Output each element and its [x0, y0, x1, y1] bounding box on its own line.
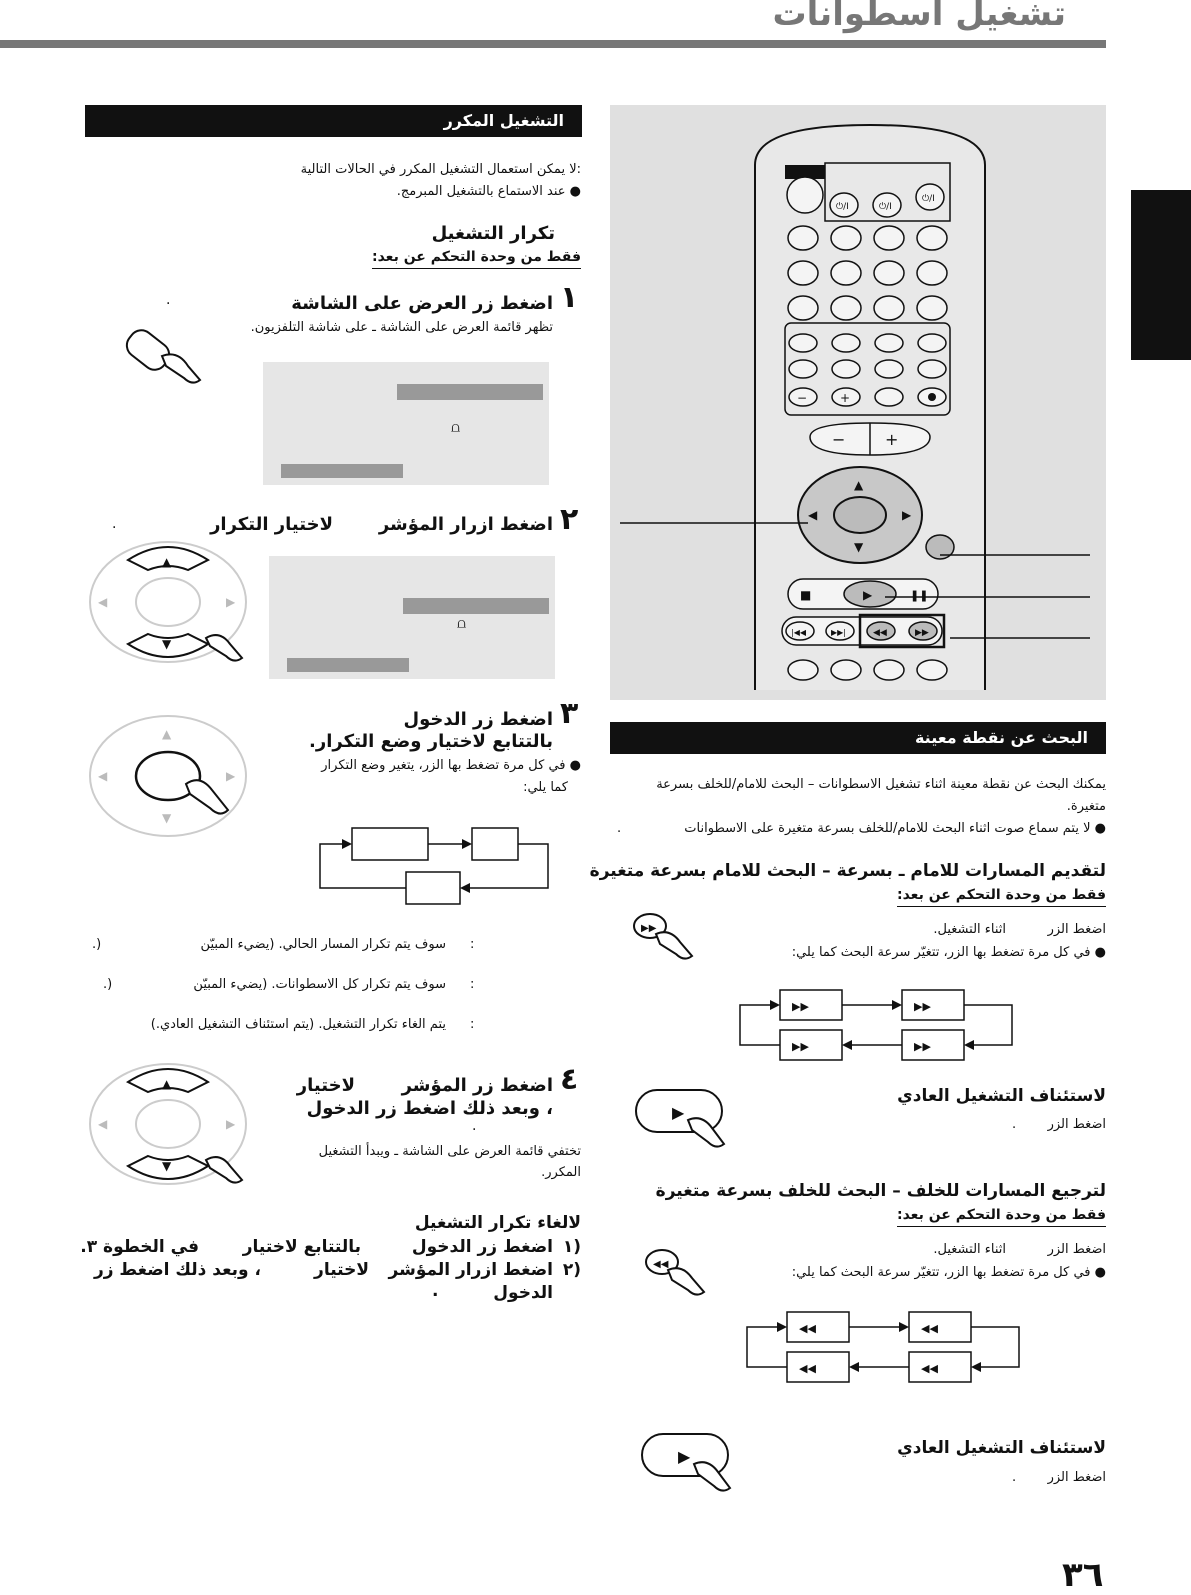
- step4-text: تختفي قائمة العرض على الشاشة ـ ويبدأ التشغيل: [318, 1144, 581, 1159]
- cancel-2-num: (٢: [562, 1260, 581, 1280]
- finger-press-ff-icon: [632, 910, 702, 962]
- svg-text:▼: ▼: [854, 540, 864, 554]
- svg-text:▶: ▶: [226, 769, 236, 783]
- step3-bullet: ● في كل مرة تضغط بها الزر، يتغير وضع التكرار: [321, 758, 581, 773]
- step3-text-a: اضغط زر الدخول: [403, 709, 553, 730]
- mode-row-1-text: سوف يتم تكرار المسار الحالي. (يضيء المبيّن: [200, 937, 446, 952]
- rev-press: اضغط الزر: [1047, 1242, 1106, 1257]
- rev-speed-cycle-diagram: [745, 1310, 1023, 1386]
- side-tab-marker: [1131, 190, 1191, 360]
- mode-row-2-colon: :: [470, 977, 475, 992]
- cursor-pad-updown-icon-2: [88, 1060, 248, 1188]
- mode-row-3-text: يتم الغاء تكرار التشغيل. (يتم استئناف التشغيل العادي.): [150, 1017, 446, 1032]
- resume-dot: .: [1012, 1117, 1017, 1132]
- svg-text:▶▶: ▶▶: [641, 923, 657, 934]
- next-icon: ▶▶|: [831, 628, 846, 637]
- svg-text:−: −: [797, 391, 808, 405]
- header-rule: [0, 40, 1106, 48]
- cursor-pad-updown-icon: [88, 538, 248, 666]
- fwd-search-title: لتقديم المسارات للامام ـ بسرعة – البحث للامام بسرعة متغيرة: [589, 861, 1106, 881]
- down-arrow-icon: ▼: [162, 637, 172, 651]
- remote-only-note: فقط من وحدة التحكم عن بعد:: [372, 246, 581, 269]
- svg-text:◀◀: ◀◀: [799, 1322, 816, 1335]
- resume2-title: لاستئناف التشغيل العادي: [897, 1438, 1106, 1458]
- svg-text:▶▶: ▶▶: [792, 1000, 809, 1013]
- svg-text:◀◀: ◀◀: [653, 1259, 669, 1270]
- svg-text:▶▶: ▶▶: [792, 1040, 809, 1053]
- repeat-indicator-icon-2: ⩍: [457, 616, 467, 632]
- step4-dot: .: [472, 1118, 477, 1134]
- fwd-during: اثناء التشغيل.: [933, 922, 1006, 937]
- svg-text:▶: ▶: [902, 508, 912, 522]
- search-bullet-dot: .: [617, 821, 622, 836]
- svg-text:▶▶: ▶▶: [914, 1040, 931, 1053]
- cancel-1-c: في الخطوة ٣.: [80, 1237, 199, 1257]
- record-dot-icon: [928, 393, 936, 401]
- rev-during: اثناء التشغيل.: [933, 1242, 1006, 1257]
- mode-row-1-colon: :: [470, 937, 475, 952]
- fwd-bullet: ● في كل مرة تضغط بها الزر، تتغيّر سرعة البحث كما يلي:: [791, 945, 1106, 960]
- rev-search-title: لترجيع المسارات للخلف – البحث للخلف بسرعة متغيرة: [655, 1181, 1106, 1201]
- repeat-indicator-icon: ⩍: [451, 420, 461, 436]
- svg-text:+: +: [840, 391, 851, 405]
- cancel-2-a: اضغط ازرار المؤشر: [388, 1260, 553, 1280]
- svg-text:◀◀: ◀◀: [921, 1322, 938, 1335]
- svg-text:◀: ◀: [98, 1117, 108, 1131]
- step4-text-c: ، وبعد ذلك اضغط زر الدخول: [306, 1098, 553, 1119]
- resume-title: لاستئناف التشغيل العادي: [897, 1086, 1106, 1106]
- svg-text:▶: ▶: [672, 1103, 685, 1122]
- cancel-2-b: لاختيار: [314, 1260, 369, 1280]
- svg-text:◀◀: ◀◀: [799, 1362, 816, 1375]
- ff-icon: ▶▶: [915, 628, 929, 638]
- svg-text:▼: ▼: [162, 1159, 172, 1173]
- step4-text-a: اضغط زر المؤشر: [401, 1075, 553, 1096]
- mode-row-2-end: .): [103, 977, 113, 992]
- cancel-2-d: الدخول: [493, 1283, 553, 1303]
- step4-number: ٤: [560, 1062, 579, 1097]
- osd-screen-1: [263, 362, 549, 485]
- remote-callout-lines: [620, 510, 1191, 650]
- svg-text:▲: ▲: [854, 478, 864, 492]
- svg-text:◀: ◀: [98, 595, 108, 609]
- cancel-1-b: بالتتابع لاختيار: [242, 1237, 361, 1257]
- resume-press: اضغط الزر: [1047, 1117, 1106, 1132]
- svg-text:▶: ▶: [226, 1117, 236, 1131]
- step3-bullet-2: كما يلي:: [523, 780, 568, 795]
- power-icon-3: ⏻/I: [922, 194, 935, 204]
- step2-text-a: اضغط ازرار المؤشر: [378, 514, 553, 535]
- svg-text:▶: ▶: [678, 1447, 691, 1466]
- svg-text:+: +: [885, 430, 899, 449]
- svg-text:▼: ▼: [162, 811, 172, 825]
- repeat-intro-bullet: ● عند الاستماع بالتشغيل المبرمج.: [396, 184, 581, 199]
- svg-text:▲: ▲: [162, 1077, 172, 1091]
- step3-number: ٣: [560, 696, 579, 731]
- stop-icon: ■: [800, 588, 812, 602]
- finger-press-rew-icon: [644, 1246, 714, 1298]
- step4-text-b: لاختيار: [296, 1075, 355, 1096]
- step1-dot: .: [166, 292, 171, 308]
- pause-icon: ❚❚: [910, 589, 929, 602]
- svg-text:◀: ◀: [808, 508, 818, 522]
- cancel-2-dot: .: [432, 1281, 439, 1301]
- step2-dot: .: [112, 516, 117, 532]
- mode-row-2-text: سوف يتم تكرار كل الاسطوانات. (يضيء المبيّن: [193, 977, 446, 992]
- mode-row-3-colon: :: [470, 1017, 475, 1032]
- finger-press-play-icon-2: [640, 1430, 740, 1498]
- svg-text:▶: ▶: [226, 595, 236, 609]
- rew-icon: ◀◀: [873, 628, 887, 638]
- search-bullet: ● لا يتم سماع صوت اثناء البحث للامام/للخلف بسرعة متغيرة على الاسطوانات: [684, 821, 1106, 836]
- svg-text:−: −: [832, 430, 846, 449]
- svg-text:◀◀: ◀◀: [921, 1362, 938, 1375]
- step2-number: ٢: [560, 502, 579, 537]
- resume2-dot: .: [1012, 1470, 1017, 1485]
- step1-title: اضغط زر العرض على الشاشة: [291, 293, 553, 314]
- search-intro: يمكنك البحث عن نقطة معينة اثناء تشغيل الاسطوانات – البحث للامام/للخلف بسرعة: [656, 777, 1106, 792]
- fwd-remote-only: فقط من وحدة التحكم عن بعد:: [897, 884, 1106, 907]
- fwd-press: اضغط الزر: [1047, 922, 1106, 937]
- power-icon-1: ⏻/I: [836, 202, 849, 212]
- play-icon: ▶: [863, 588, 873, 602]
- search-intro-2: متغيرة.: [1066, 799, 1106, 814]
- rev-remote-only: فقط من وحدة التحكم عن بعد:: [897, 1204, 1106, 1227]
- step3-text-b: بالتتابع لاختيار وضع التكرار.: [309, 731, 553, 752]
- section-bar-search: البحث عن نقطة معينة: [610, 722, 1106, 754]
- osd-screen-2: [269, 556, 555, 679]
- section-bar-repeat: التشغيل المكرر: [85, 105, 582, 137]
- up-arrow-icon: ▲: [162, 555, 172, 569]
- mode-row-1-end: .): [92, 937, 102, 952]
- svg-text:▲: ▲: [162, 727, 172, 741]
- power-icon-2: ⏻/I: [879, 202, 892, 212]
- step2-text-b: لاختيار التكرار: [210, 514, 333, 535]
- rev-bullet: ● في كل مرة تضغط بها الزر، تتغيّر سرعة البحث كما يلي:: [791, 1265, 1106, 1280]
- repeat-mode-cycle-diagram: [318, 826, 554, 908]
- cancel-2-c: ، وبعد ذلك اضغط زر: [93, 1260, 261, 1280]
- fwd-speed-cycle-diagram: [738, 988, 1016, 1064]
- finger-press-display-icon: [122, 326, 204, 388]
- step1-text: تظهر قائمة العرض على الشاشة ـ على شاشة التلفزيون.: [250, 320, 553, 335]
- cursor-pad-enter-icon: [88, 712, 248, 840]
- page-number: ٣٦: [1062, 1555, 1104, 1595]
- repeat-intro: :لا يمكن استعمال التشغيل المكرر في الحالات التالية: [300, 162, 581, 177]
- resume2-press: اضغط الزر: [1047, 1470, 1106, 1485]
- svg-text:◀: ◀: [98, 769, 108, 783]
- cancel-1-a: اضغط زر الدخول: [411, 1237, 553, 1257]
- cancel-1-num: (١: [562, 1237, 581, 1257]
- finger-press-play-icon: [634, 1086, 734, 1154]
- svg-text:▶▶: ▶▶: [914, 1000, 931, 1013]
- step4-text-2: المكرر.: [541, 1165, 581, 1180]
- cancel-title: لالغاء تكرار التشغيل: [414, 1213, 581, 1233]
- repeat-title: تكرار التشغيل: [431, 223, 555, 244]
- step1-number: ١: [560, 280, 579, 315]
- page-title: تشغيل اسطوانات: [772, 0, 1066, 34]
- prev-icon: |◀◀: [791, 628, 806, 637]
